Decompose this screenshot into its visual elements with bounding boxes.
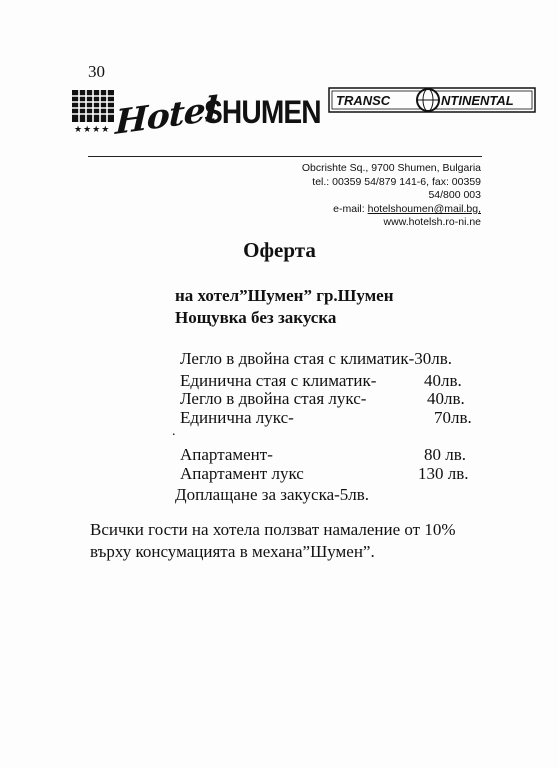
offer-price-apartment: 80 лв.	[424, 445, 467, 464]
offer-row-single-lux: Единична лукс-	[180, 408, 294, 427]
offer-price-single-lux: 70лв.	[434, 408, 472, 427]
offer-title: Оферта	[243, 238, 316, 262]
email-label: e-mail:	[333, 203, 368, 215]
hotel-logo-grid-icon	[72, 90, 114, 122]
offer-subtitle-hotel: на хотел”Шумен” гр.Шумен	[175, 286, 394, 305]
offer-row-apartment: Апартамент-	[180, 445, 273, 464]
hotel-script-logo: Hotel	[114, 89, 218, 143]
offer-row-double-ac: Легло в двойна стая с климатик-30лв.	[180, 349, 453, 368]
offer-price-single-ac: 40лв.	[424, 371, 462, 390]
transcontinental-left: TRANSC	[336, 93, 391, 108]
footer-discount-line-1: Всички гости на хотела ползват намаление от 10%	[90, 520, 456, 539]
offer-row-breakfast: Доплащане за закуска-5лв.	[175, 485, 370, 504]
stray-mark: .	[172, 424, 176, 439]
page-number: 30	[88, 62, 105, 81]
offer-row-double-lux: Легло в двойна стая лукс-	[180, 389, 367, 408]
hotel-name-logo: SHUMEN	[204, 94, 321, 130]
offer-price-apartment-lux: 130 лв.	[418, 464, 469, 483]
contact-email-line	[333, 203, 481, 215]
contact-website: www.hotelsh.ro-ni.ne	[383, 216, 481, 228]
contact-phone-fax: tel.: 00359 54/879 141-6, fax: 00359	[312, 176, 481, 188]
offer-row-single-ac: Единична стая с климатик-	[180, 371, 377, 390]
transcontinental-right: NTINENTAL	[441, 93, 514, 108]
contact-fax-cont: 54/800 003	[428, 189, 481, 201]
offer-price-double-lux: 40лв.	[427, 389, 465, 408]
offer-subtitle-no-breakfast: Нощувка без закуска	[175, 308, 337, 327]
footer-discount-line-2: върху консумацията в механа”Шумен”.	[90, 542, 375, 561]
email-link[interactable]: hotelshoumen@mail.bg,	[367, 203, 481, 215]
transcontinental-logo	[328, 86, 536, 116]
contact-address: Obcrishte Sq., 9700 Shumen, Bulgaria	[301, 162, 481, 174]
header-divider	[88, 156, 482, 157]
hotel-stars: ★★★★	[74, 125, 111, 135]
offer-row-apartment-lux: Апартамент лукс	[180, 464, 304, 483]
